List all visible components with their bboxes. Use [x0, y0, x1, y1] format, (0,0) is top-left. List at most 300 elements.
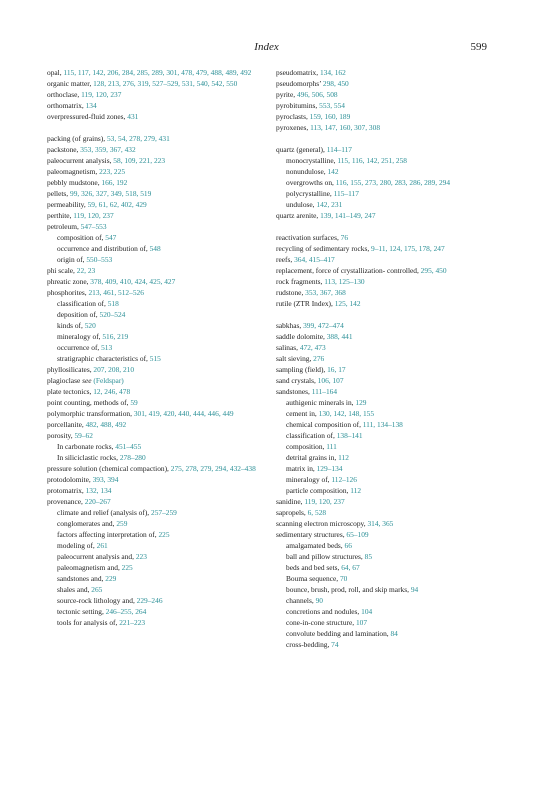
index-term: porosity, — [47, 431, 75, 440]
index-subentry — [47, 353, 262, 364]
page-references-link[interactable]: 76 — [340, 233, 349, 242]
index-entry — [276, 331, 491, 342]
index-term: salinas, — [276, 343, 300, 352]
index-term: perthite, — [47, 211, 74, 220]
index-entry — [47, 100, 262, 111]
index-entry — [276, 67, 491, 78]
page-references-link[interactable]: 516, 219 — [102, 332, 129, 341]
page-references-link[interactable]: 111–164 — [311, 387, 338, 396]
index-term: sedimentary structures, — [276, 530, 347, 539]
index-term: quartz (general), — [276, 145, 327, 154]
index-term: rutile (ZTR Index), — [276, 299, 335, 308]
page-references-link[interactable]: 278–280 — [119, 453, 146, 462]
index-term: composition, — [286, 442, 327, 451]
index-term: pyrobitumins, — [276, 101, 320, 110]
page-references-link[interactable]: 64, 67 — [341, 563, 360, 572]
page-references-link[interactable]: 113, 125–130 — [324, 277, 365, 286]
page-references-link[interactable]: 378, 409, 410, 424, 425, 427 — [90, 277, 176, 286]
index-entry — [276, 100, 491, 111]
index-entry — [276, 529, 491, 540]
index-subentry — [276, 177, 491, 188]
index-term: protomatrix, — [47, 486, 86, 495]
page-references-link[interactable]: 142, 231 — [316, 200, 343, 209]
index-term: provenance, — [47, 497, 85, 506]
index-subentry — [276, 155, 491, 166]
index-subentry — [47, 584, 262, 595]
index-entry — [47, 496, 262, 507]
index-term: phi scale, — [47, 266, 77, 275]
index-subentry — [276, 562, 491, 573]
page-references-link[interactable]: 113, 147, 160, 307, 308 — [310, 123, 381, 132]
index-term: kinds of, — [57, 321, 85, 330]
index-term: sapropels, — [276, 508, 308, 517]
index-term: factors affecting interpretation of, — [57, 530, 159, 539]
index-subentry — [276, 463, 491, 474]
index-term: deposition of, — [57, 310, 100, 319]
index-entry — [276, 298, 491, 309]
index-subentry — [47, 518, 262, 529]
index-term: matrix in, — [286, 464, 317, 473]
index-term: sanidine, — [276, 497, 305, 506]
page-references-link[interactable]: 229 — [105, 574, 117, 583]
page-references-link[interactable]: 223 — [135, 552, 147, 561]
index-term: sandstones and, — [57, 574, 106, 583]
index-term: saddle dolomite, — [276, 332, 327, 341]
page-references-link[interactable]: 119, 120, 237 — [73, 211, 114, 220]
page-references-link[interactable]: 74 — [331, 640, 339, 649]
page-references-link[interactable]: 119, 120, 237 — [304, 497, 345, 506]
running-title: Index — [254, 41, 279, 53]
page-references-link[interactable]: 129–134 — [316, 464, 343, 473]
index-term: orthoclase, — [47, 90, 82, 99]
index-subentry — [47, 441, 262, 452]
page-references-link[interactable]: 106, 107 — [317, 376, 344, 385]
page-references-link[interactable]: 298, 450 — [322, 79, 349, 88]
index-term: climate and relief (analysis of), — [57, 508, 151, 517]
index-term: cement in, — [286, 409, 319, 418]
index-subentry — [276, 606, 491, 617]
index-entry — [47, 210, 262, 221]
page-references-link[interactable]: 547–553 — [80, 222, 107, 231]
index-entry — [47, 485, 262, 496]
page-references-link[interactable]: 213, 461, 512–526 — [88, 288, 144, 297]
page-references-link[interactable]: 142 — [327, 167, 339, 176]
index-entry — [276, 122, 491, 133]
index-term: undulose, — [286, 200, 317, 209]
index-term: petroleum, — [47, 222, 81, 231]
page-references-link[interactable]: 90 — [315, 596, 323, 605]
index-subentry — [47, 595, 262, 606]
page-references-link[interactable]: 259 — [116, 519, 128, 528]
index-term: stratigraphic characteristics of, — [57, 354, 150, 363]
page-references-link[interactable]: 229–246 — [136, 596, 163, 605]
index-entry — [47, 276, 262, 287]
index-subentry — [276, 485, 491, 496]
page-references-link[interactable]: 295, 450 — [420, 266, 447, 275]
page-references-link[interactable]: 515 — [149, 354, 161, 363]
index-entry — [47, 67, 262, 78]
index-entry — [47, 474, 262, 485]
index-term: rock fragments, — [276, 277, 325, 286]
index-term: pseudomatrix, — [276, 68, 320, 77]
index-subentry — [47, 606, 262, 617]
index-entry — [276, 254, 491, 265]
index-subentry — [276, 584, 491, 595]
page-references-link[interactable]: 59, 61, 62, 402, 429 — [87, 200, 147, 209]
section-gap — [276, 309, 491, 320]
page-references-link[interactable]: 276 — [313, 354, 325, 363]
page-references-link[interactable]: 115, 117, 142, 206, 284, 285, 289, 301, 478, 479, 488, 489, 492 — [63, 68, 252, 77]
index-term: overpressured-fluid zones, — [47, 112, 128, 121]
page-references-link[interactable]: 364, 415–417 — [294, 255, 335, 264]
index-entry — [47, 397, 262, 408]
index-entry — [47, 463, 262, 474]
page-references-link[interactable]: 399, 472–474 — [303, 321, 344, 330]
index-subentry — [47, 573, 262, 584]
index-entry — [276, 265, 491, 276]
page-references-link[interactable]: 275, 278, 279, 294, 432–438 — [170, 464, 256, 473]
index-entry — [276, 210, 491, 221]
index-term: point counting, methods of, — [47, 398, 131, 407]
section-gap — [276, 221, 491, 232]
index-term: phreatic zone, — [47, 277, 91, 286]
page-references-link[interactable]: 134, 162 — [319, 68, 346, 77]
index-entry — [276, 386, 491, 397]
index-term: shales and, — [57, 585, 92, 594]
index-entry — [276, 89, 491, 100]
index-entry — [47, 177, 262, 188]
index-term: nonundulose, — [286, 167, 328, 176]
index-term: rudstone, — [276, 288, 306, 297]
index-subentry — [276, 628, 491, 639]
page-references-link[interactable]: 115–117 — [333, 189, 359, 198]
index-subentry — [47, 617, 262, 628]
index-subentry — [47, 507, 262, 518]
index-subentry — [276, 639, 491, 650]
page-references-link[interactable]: 125, 142 — [334, 299, 361, 308]
index-entry — [276, 375, 491, 386]
page-references-link[interactable]: 59–62 — [74, 431, 93, 440]
page-references-link[interactable]: 112 — [350, 486, 362, 495]
index-term: mineralogy of, — [286, 475, 332, 484]
page-references-link[interactable]: 111, 134–138 — [362, 420, 403, 429]
index-term: orthomatrix, — [47, 101, 86, 110]
index-term: concretions and nodules, — [286, 607, 362, 616]
index-entry — [276, 342, 491, 353]
page-references-link[interactable]: 111 — [326, 442, 337, 451]
page-number: 599 — [470, 41, 487, 53]
index-subentry — [276, 430, 491, 441]
index-term: In siliciclastic rocks, — [57, 453, 120, 462]
index-term: pyroclasts, — [276, 112, 310, 121]
index-subentry — [276, 595, 491, 606]
index-term: cross-bedding, — [286, 640, 332, 649]
index-subentry — [47, 452, 262, 463]
page-references-link[interactable]: 482, 488, 492 — [85, 420, 127, 429]
index-entry — [47, 144, 262, 155]
page-references-link[interactable]: 223, 225 — [99, 167, 126, 176]
page-references-link[interactable]: 518 — [107, 299, 119, 308]
index-entry — [47, 408, 262, 419]
index-term: recycling of sedimentary rocks, — [276, 244, 372, 253]
index-term: chemical composition of, — [286, 420, 363, 429]
index-column-right — [276, 67, 491, 650]
index-entry — [276, 287, 491, 298]
page-references-link[interactable]: 130, 142, 148, 155 — [318, 409, 375, 418]
index-subentry — [276, 617, 491, 628]
index-term: occurrence of, — [57, 343, 102, 352]
page-references-link[interactable]: 134 — [85, 101, 97, 110]
index-subentry — [276, 199, 491, 210]
index-term: channels, — [286, 596, 316, 605]
index-entry — [276, 243, 491, 254]
index-subentry — [276, 573, 491, 584]
page-references-link[interactable]: 70 — [339, 574, 348, 583]
index-term: sampling (field), — [276, 365, 328, 374]
page-references-link[interactable]: 107 — [355, 618, 368, 627]
page-references-link[interactable]: 265 — [91, 585, 103, 594]
page-references-link[interactable]: 112–126 — [331, 475, 357, 484]
page-references-link[interactable]: 59 — [130, 398, 138, 407]
index-subentry — [276, 397, 491, 408]
index-term: detrital grains in, — [286, 453, 339, 462]
page-references-link[interactable]: 16, 17 — [327, 365, 346, 374]
index-term: origin of, — [57, 255, 87, 264]
page-references-link[interactable]: 513 — [101, 343, 113, 352]
index-entry — [276, 518, 491, 529]
page-references-link[interactable]: 388, 441 — [326, 332, 353, 341]
index-subentry — [47, 551, 262, 562]
index-term: reefs, — [276, 255, 295, 264]
page-references-link[interactable]: 166, 192 — [101, 178, 128, 187]
page-references-link[interactable]: 66 — [344, 541, 352, 550]
see-reference: see — [82, 376, 92, 385]
index-term: paleocurrent analysis, — [47, 156, 114, 165]
page-references-link[interactable]: 139, 141–149, 247 — [320, 211, 376, 220]
cross-reference-link[interactable]: (Feldspar) — [91, 376, 124, 385]
page-references-link[interactable]: 12, 246, 478 — [93, 387, 131, 396]
page-references-link[interactable]: 550–553 — [86, 255, 113, 264]
index-term: sabkhas, — [276, 321, 304, 330]
index-term: modeling of, — [57, 541, 97, 550]
index-entry — [47, 430, 262, 441]
page-references-link[interactable]: 114–117 — [326, 145, 353, 154]
index-term: cone-in-cone structure, — [286, 618, 356, 627]
page-references-link[interactable]: 220–267 — [84, 497, 111, 506]
page-references-link[interactable]: 451–455 — [115, 442, 142, 451]
page-references-link[interactable]: 225 — [158, 530, 170, 539]
index-term: conglomerates and, — [57, 519, 117, 528]
index-subentry — [276, 408, 491, 419]
index-subentry — [47, 342, 262, 353]
page-references-link[interactable]: 9–11, 124, 175, 178, 247 — [371, 244, 445, 253]
index-term: plate tectonics, — [47, 387, 94, 396]
index-term: polymorphic transformation, — [47, 409, 134, 418]
index-term: Bouma sequence, — [286, 574, 340, 583]
index-term: bounce, brush, prod, roll, and skip marks, — [286, 585, 411, 594]
index-entry — [276, 276, 491, 287]
page-references-link[interactable]: 53, 54, 278, 279, 431 — [106, 134, 170, 143]
page-references-link[interactable]: 261 — [96, 541, 108, 550]
index-entry — [47, 419, 262, 430]
index-term: sandstones, — [276, 387, 312, 396]
index-subentry — [47, 320, 262, 331]
index-subentry — [276, 540, 491, 551]
index-term: pressure solution (chemical compaction), — [47, 464, 171, 473]
index-subentry — [47, 562, 262, 573]
page-references-link[interactable]: 301, 419, 420, 440, 444, 446, 449 — [133, 409, 234, 418]
index-term: polycrystalline, — [286, 189, 334, 198]
index-entry — [276, 144, 491, 155]
index-entry — [47, 221, 262, 232]
page-references-link[interactable]: 104 — [361, 607, 373, 616]
index-term: protodolomite, — [47, 475, 93, 484]
index-subentry — [276, 419, 491, 430]
index-term: amalgamated beds, — [286, 541, 345, 550]
index-entry — [47, 89, 262, 100]
index-term: monocrystalline, — [286, 156, 338, 165]
index-term: overgrowths on, — [286, 178, 336, 187]
index-subentry — [276, 474, 491, 485]
page-references-link[interactable]: 431 — [127, 112, 139, 121]
index-term: classification of, — [57, 299, 108, 308]
index-subentry — [276, 188, 491, 199]
index-subentry — [47, 309, 262, 320]
index-term: authigenic minerals in, — [286, 398, 356, 407]
index-entry — [276, 496, 491, 507]
index-subentry — [47, 254, 262, 265]
page-references-link[interactable]: 548 — [149, 244, 161, 253]
index-subentry — [47, 529, 262, 540]
page-references-link[interactable]: 85 — [364, 552, 373, 561]
index-entry — [276, 111, 491, 122]
page-references-link[interactable]: 84 — [390, 629, 398, 638]
index-term: source-rock lithology and, — [57, 596, 137, 605]
page-references-link[interactable]: 257–259 — [151, 508, 177, 517]
index-entry — [276, 507, 491, 518]
index-term: organic matter, — [47, 79, 94, 88]
index-term: reactivation surfaces, — [276, 233, 341, 242]
index-entry — [47, 375, 262, 386]
page-references-link[interactable]: 553, 554 — [319, 101, 345, 110]
index-term: porcellanite, — [47, 420, 86, 429]
index-entry — [47, 111, 262, 122]
page-references-link[interactable]: 22, 23 — [76, 266, 96, 275]
page-references-link[interactable]: 207, 208, 210 — [93, 365, 135, 374]
index-term: pellets, — [47, 189, 70, 198]
index-entry — [47, 78, 262, 89]
index-term: occurrence and distribution of, — [57, 244, 150, 253]
index-term: paleomagnetism, — [47, 167, 100, 176]
index-entry — [276, 78, 491, 89]
page-references-link[interactable]: 132, 134 — [85, 486, 112, 495]
index-entry — [47, 287, 262, 298]
page-references-link[interactable]: 94 — [410, 585, 419, 594]
page-references-link[interactable]: 112 — [338, 453, 349, 462]
index-entry — [276, 320, 491, 331]
index-term: pyrite, — [276, 90, 297, 99]
index-subentry — [47, 243, 262, 254]
index-term: classification of, — [286, 431, 337, 440]
index-subentry — [276, 452, 491, 463]
index-term: particle composition, — [286, 486, 351, 495]
index-term: ball and pillow structures, — [286, 552, 365, 561]
index-term: salt sieving, — [276, 354, 314, 363]
index-term: paleocurrent analysis and, — [57, 552, 136, 561]
page-references-link[interactable]: 353, 359, 367, 432 — [80, 145, 136, 154]
index-subentry — [47, 232, 262, 243]
index-entry — [47, 155, 262, 166]
index-term: packstone, — [47, 145, 81, 154]
page-header — [0, 41, 533, 57]
page-references-link[interactable]: 547 — [105, 233, 117, 242]
index-entry — [47, 133, 262, 144]
index-term: tectonic setting, — [57, 607, 106, 616]
page-references-link[interactable]: 520 — [84, 321, 96, 330]
index-term: pebbly mudstone, — [47, 178, 102, 187]
page-references-link[interactable]: 119, 120, 237 — [81, 90, 122, 99]
page-references-link[interactable]: 6, 528 — [307, 508, 327, 517]
page-references-link[interactable]: 520–524 — [99, 310, 126, 319]
index-entry — [276, 232, 491, 243]
index-term: beds and bed sets, — [286, 563, 342, 572]
index-term: scanning electron microscopy, — [276, 519, 368, 528]
page-references-link[interactable]: 472, 473 — [299, 343, 326, 352]
page-references-link[interactable]: 65–109 — [346, 530, 369, 539]
index-term: permeability, — [47, 200, 88, 209]
index-subentry — [276, 441, 491, 452]
page-references-link[interactable]: 99, 326, 327, 349, 518, 519 — [70, 189, 152, 198]
index-entry — [47, 188, 262, 199]
section-gap — [276, 133, 491, 144]
index-column-left — [47, 67, 262, 628]
index-term: convolute bedding and lamination, — [286, 629, 391, 638]
index-term: pyroxenes, — [276, 123, 311, 132]
index-term: quartz arenite, — [276, 211, 321, 220]
page-references-link[interactable]: 221–223 — [119, 618, 146, 627]
index-term: pseudomorphs’ — [276, 79, 323, 88]
index-term: tools for analysis of, — [57, 618, 120, 627]
index-term: packing (of grains), — [47, 134, 107, 143]
index-subentry — [47, 331, 262, 342]
page-references-link[interactable]: 353, 367, 368 — [305, 288, 346, 297]
index-term: mineralogy of, — [57, 332, 103, 341]
index-term: In carbonate rocks, — [57, 442, 116, 451]
page-references-link[interactable]: 129 — [355, 398, 367, 407]
page-references-link[interactable]: 58, 109, 221, 223 — [113, 156, 166, 165]
index-entry — [47, 386, 262, 397]
page-references-link[interactable]: 314, 365 — [367, 519, 394, 528]
page-references-link[interactable]: 159, 160, 189 — [309, 112, 351, 121]
index-term: composition of, — [57, 233, 106, 242]
page-references-link[interactable]: 225 — [121, 563, 133, 572]
page-references-link[interactable]: 393, 394 — [92, 475, 119, 484]
page-references-link[interactable]: 115, 116, 142, 251, 258 — [337, 156, 407, 165]
index-entry — [276, 353, 491, 364]
index-term: opal, — [47, 68, 64, 77]
page-references-link[interactable]: 138–141 — [336, 431, 363, 440]
index-entry — [47, 166, 262, 177]
index-entry — [276, 364, 491, 375]
page-references-link[interactable]: 128, 213, 276, 319, 527–529, 531, 540, 542, 550 — [93, 79, 238, 88]
page-references-link[interactable]: 116, 155, 273, 280, 283, 286, 289, 294 — [335, 178, 451, 187]
index-entry — [47, 364, 262, 375]
page-references-link[interactable]: 496, 506, 508 — [296, 90, 338, 99]
index-subentry — [47, 298, 262, 309]
page-references-link[interactable]: 246–255, 264 — [105, 607, 147, 616]
index-entry — [47, 199, 262, 210]
index-term: plagioclase — [47, 376, 83, 385]
